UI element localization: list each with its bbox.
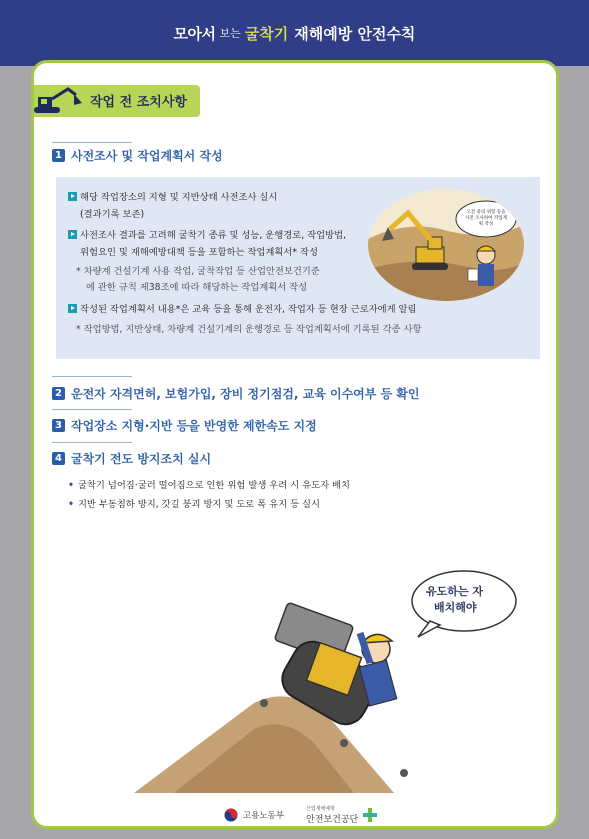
footer [224,805,378,825]
header-brand: 모아서 [173,24,216,43]
agency-name: 안전보건공단 [306,815,359,825]
item-2-title [52,385,420,402]
info-note: 에 관한 규칙 제38조에 따라 해당하는 작업계획서 작성 [86,282,308,293]
item-4-title [52,450,211,467]
info-line: 사전조사 결과를 고려해 굴착기 종류 및 성능, 운행경로, 작업방법, [68,227,346,241]
poster-header [0,0,589,66]
item-number: 2 [52,387,65,400]
bullet-dot: • [68,480,74,491]
info-note: * 차량계 건설기계 사용 작업, 굴착작업 등 산업안전보건기준 [76,266,320,277]
bubble-line-2: 배치해야 [434,601,477,614]
header-highlight: 굴착기 [244,24,289,43]
play-icon [68,230,77,239]
bubble-line-1: 유도하는 자 [426,585,483,598]
info-line: 작성된 작업계획서 내용*은 교육 등을 통해 운전자, 작업자 등 현장 근로자에게 알림 [68,301,416,315]
item-1-title [52,147,223,164]
section-title: 작업 전 조치사항 [90,95,187,110]
info-line: 해당 작업장소의 지형 및 지반상태 사전조사 실시 [68,189,277,203]
section-banner [31,85,200,117]
agency-sub: 산업재해예방 [306,806,336,812]
agency-cross-icon [362,807,378,823]
item-title-text: 사전조사 및 작업계획서 작성 [71,149,223,163]
ministry-logo [224,808,284,822]
ministry-name: 고용노동부 [243,811,285,821]
item-number: 1 [52,149,65,162]
divider [52,376,132,377]
header-title: 재해예방 안전수칙 [294,24,416,43]
item-number: 4 [52,452,65,465]
item-number: 3 [52,419,65,432]
play-icon [68,192,77,201]
rollover-svg [134,553,559,793]
excavator-survey-illustration [368,189,524,301]
item-title-text: 작업장소 지형·지반 등을 반영한 제한속도 지정 [71,419,317,433]
divider [52,442,132,443]
illustration-svg [368,189,524,301]
illustration-bubble-text: 오전 중의 위험 등을 사전 조사하여 작업계획 작성 [465,210,507,227]
agency-logo [306,805,378,825]
item-title-text: 운전자 자격면허, 보험가입, 장비 정기점검, 교육 이수여부 등 확인 [71,387,420,401]
bullet-item: • 굴착기 넘어짐·굴러 떨어짐으로 인한 위험 발생 우려 시 유도자 배치 [68,480,350,491]
taegeuk-icon [224,808,238,822]
play-icon [68,304,77,313]
divider [52,409,132,410]
excavator-icon [31,85,90,117]
item-3-title [52,417,317,434]
bullet-dot: • [68,499,74,510]
bullet-item: • 지반 부동침하 방지, 갓길 붕괴 방지 및 도로 폭 유지 등 실시 [68,499,320,510]
rollover-illustration [134,553,559,793]
content-card [31,60,559,829]
header-connector: 보는 [219,27,241,40]
info-line: (결과기록 보존) [80,209,145,220]
divider [52,142,132,143]
info-note: * 작업방법, 지반상태, 차량계 건설기계의 운행경로 등 작업계획서에 기록된 각종 사항 [76,324,422,335]
item-title-text: 굴착기 전도 방지조치 실시 [71,452,212,466]
info-line: 위험요인 및 재해예방대책 등을 포함하는 작업계획서* 작성 [80,247,318,258]
